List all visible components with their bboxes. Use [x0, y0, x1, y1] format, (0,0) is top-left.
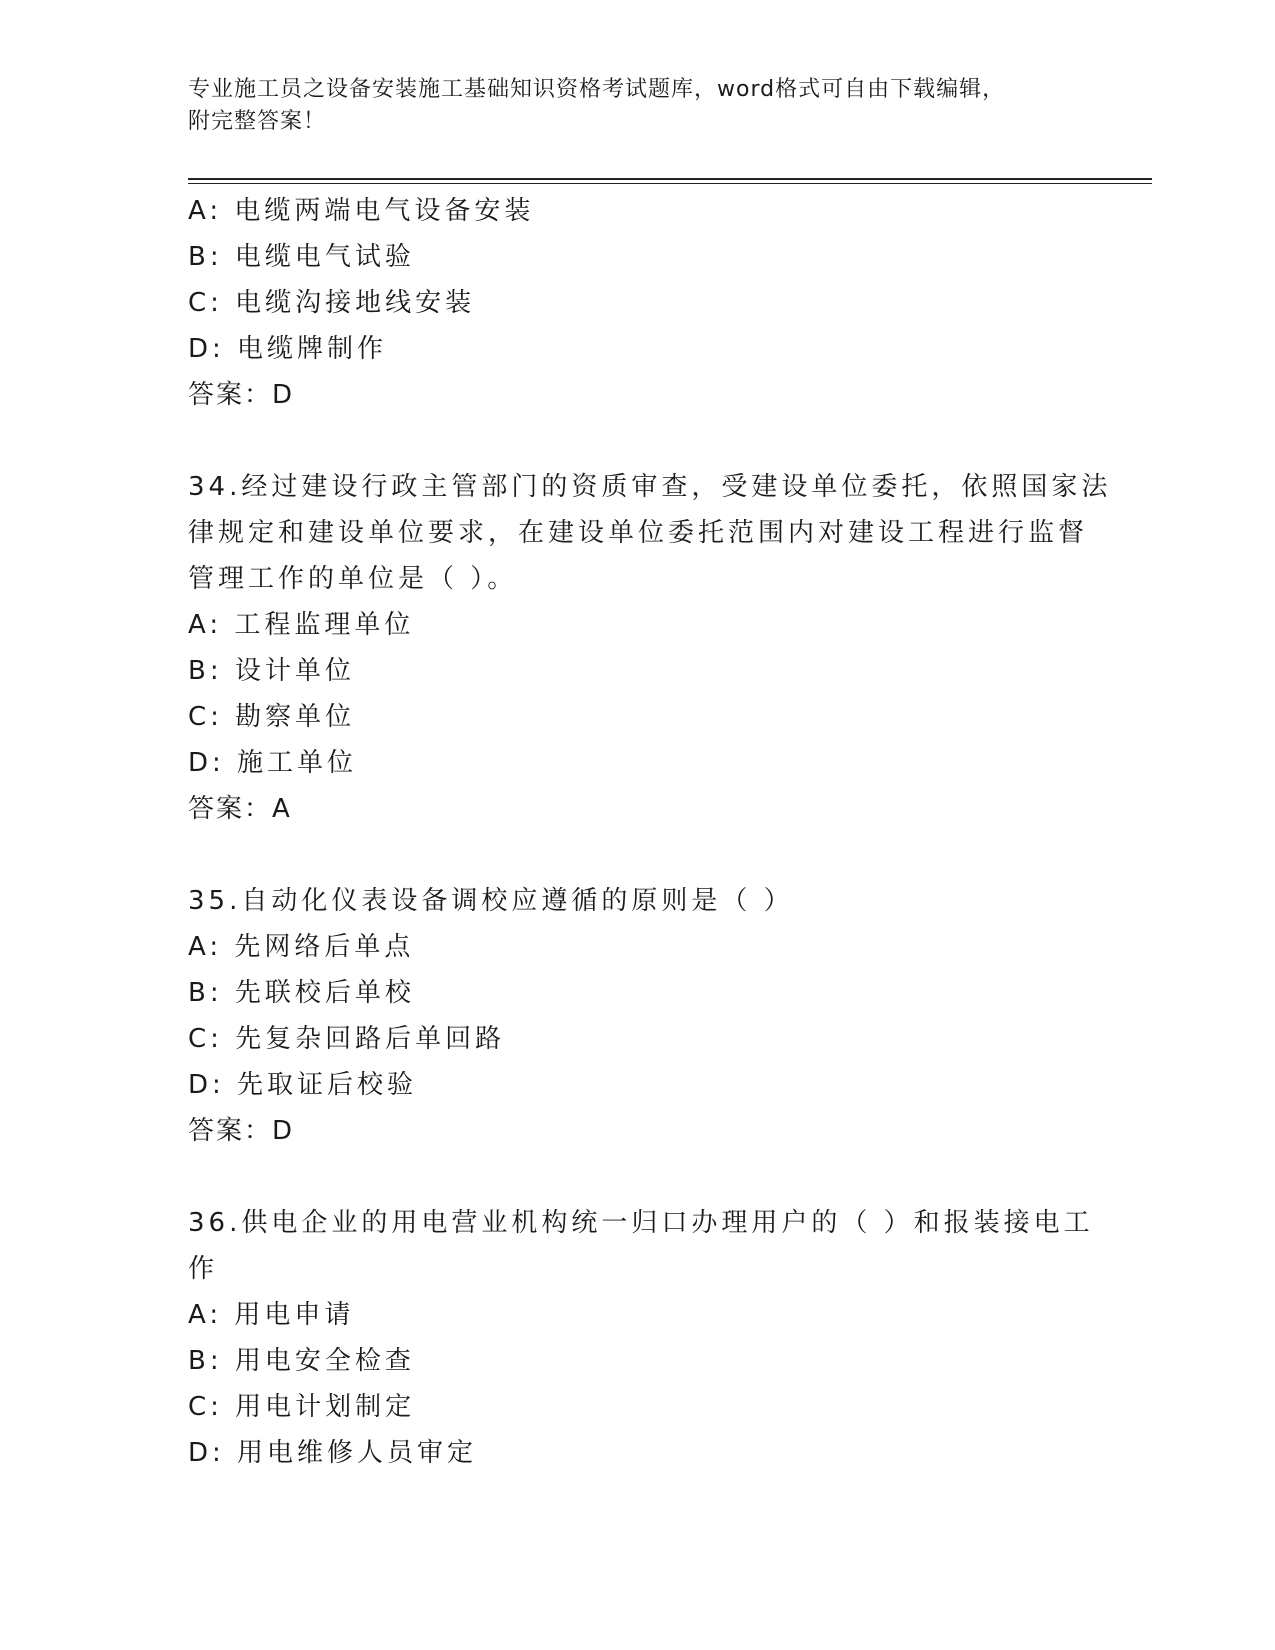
spacer [188, 1154, 1088, 1200]
question-stem-line: 律规定和建设单位要求，在建设单位委托范围内对建设工程进行监督 [188, 518, 1089, 548]
question-33-tail [188, 188, 1088, 418]
option-a: A: 工程监理单位 [188, 610, 415, 640]
option-b: B: 设计单位 [188, 656, 355, 686]
header-line-2: 附完整答案！ [188, 109, 327, 134]
question-34 [188, 464, 1112, 832]
answer-line: 答案：D [188, 380, 295, 410]
question-stem-line: 34.经过建设行政主管部门的资质审查，受建设单位委托，依照国家法 [188, 472, 1112, 502]
question-stem-line: 36.供电企业的用电营业机构统一归口办理用户的（ ）和报装接电工 [188, 1208, 1094, 1238]
question-stem-line: 作 [188, 1254, 219, 1284]
answer-line: 答案：D [188, 1116, 295, 1146]
question-stem-line: 35.自动化仪表设备调校应遵循的原则是（ ） [188, 886, 794, 916]
option-a: A: 先网络后单点 [188, 932, 415, 962]
question-36 [188, 1200, 1094, 1476]
question-content [188, 188, 1112, 1476]
option-d: D: 电缆牌制作 [188, 334, 388, 364]
option-a: A: 电缆两端电气设备安装 [188, 196, 535, 226]
option-b: B: 用电安全检查 [188, 1346, 415, 1376]
document-header [188, 74, 1088, 138]
option-c: C: 勘察单位 [188, 702, 356, 732]
option-a: A: 用电申请 [188, 1300, 355, 1330]
question-35 [188, 878, 1088, 1154]
option-b: B: 电缆电气试验 [188, 242, 415, 272]
option-c: C: 先复杂回路后单回路 [188, 1024, 506, 1054]
spacer [188, 418, 1088, 464]
header-divider-thin [188, 183, 1152, 184]
option-d: D: 用电维修人员审定 [188, 1438, 478, 1468]
question-stem-line: 管理工作的单位是（ ）。 [188, 564, 518, 594]
option-d: D: 施工单位 [188, 748, 358, 778]
answer-line: 答案：A [188, 794, 292, 824]
option-c: C: 用电计划制定 [188, 1392, 416, 1422]
header-divider-thick [188, 178, 1152, 180]
option-b: B: 先联校后单校 [188, 978, 415, 1008]
header-line-1: 专业施工员之设备安装施工基础知识资格考试题库，word格式可自由下载编辑， [188, 77, 1006, 102]
option-c: C: 电缆沟接地线安装 [188, 288, 476, 318]
option-d: D: 先取证后校验 [188, 1070, 418, 1100]
spacer [188, 832, 1088, 878]
